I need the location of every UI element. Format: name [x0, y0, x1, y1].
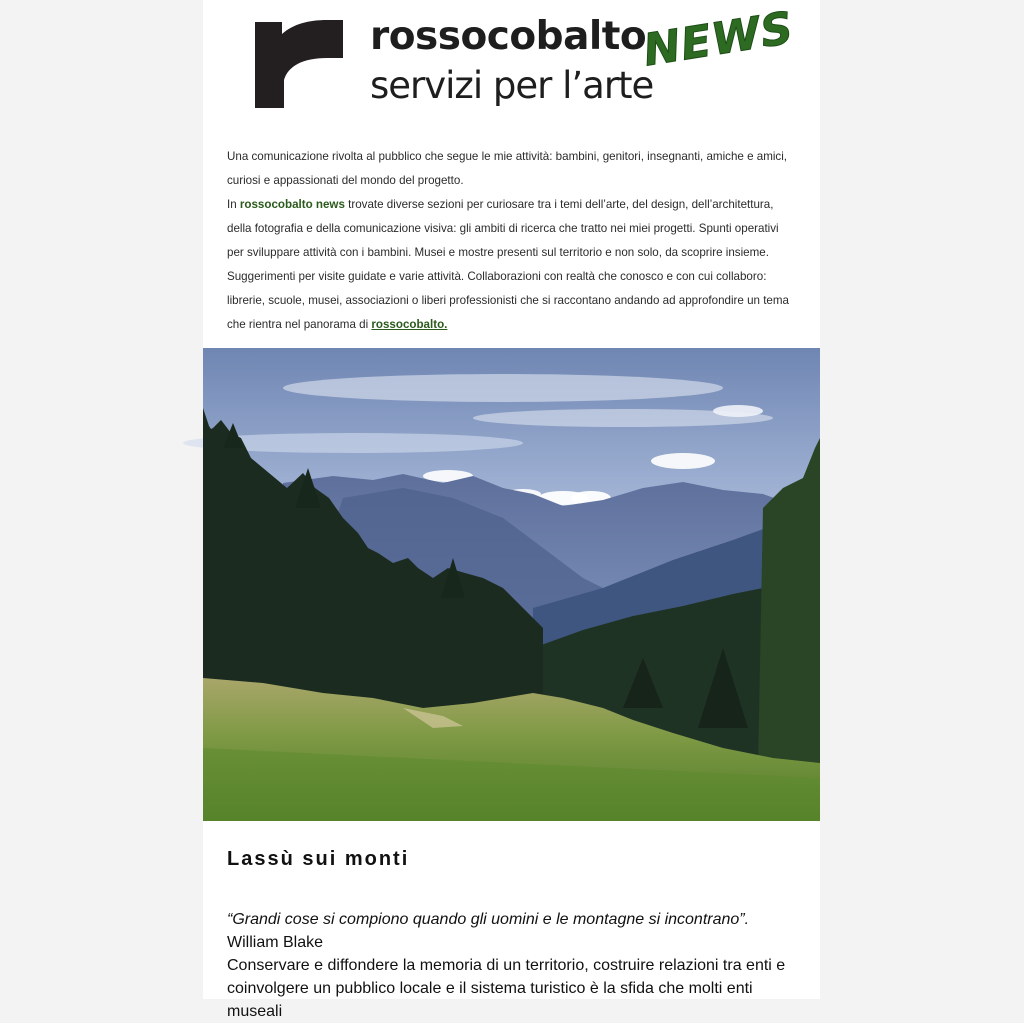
intro-prefix: In [227, 198, 240, 211]
rossocobalto-r-logo-icon [255, 20, 343, 108]
intro-text: trovate diverse sezioni per curiosare tra i temi dell’arte, del design, dell’architettura, della fotografia e della comunicazione visiva: gli ambiti di ricerca che tratto nei miei progetti. Spunti operativi per sviluppare attività con i bambini. Musei e mostre presenti sul territorio e non solo, da scoprire insieme. Suggerimenti per visite guidate e varie attività. Collaborazioni con realtà che conosco e con cui collaboro: librerie, scuole, musei, associazioni o liberi professionisti che si raccontano andando ad approfondire un tema che rientra nel panorama di [227, 198, 789, 331]
intro-paragraph-2 [227, 193, 797, 337]
article-quote: “Grandi cose si compiono quando gli uomini e le montagne si incontrano”. [227, 911, 750, 928]
article-title: Lassù sui monti [227, 848, 410, 870]
brand-tagline: servizi per l’arte [370, 64, 654, 107]
brand-name: rossocobalto [370, 14, 647, 59]
newsletter-container [203, 0, 820, 1020]
news-label: NEWS [639, 2, 798, 77]
rossocobalto-link[interactable]: rossocobalto. [371, 318, 448, 331]
mountain-landscape-photo [203, 348, 820, 821]
article-body [227, 908, 797, 1023]
intro-paragraph-1: Una comunicazione rivolta al pubblico che segue le mie attività: bambini, genitori, insegnanti, amiche e amici, curiosi e appassionati del mondo del progetto. [227, 150, 788, 187]
quote-author: William Blake [227, 934, 324, 951]
header-logo[interactable] [203, 0, 820, 130]
rossocobalto-news-highlight: rossocobalto news [239, 198, 345, 211]
intro-section [227, 145, 797, 337]
article-paragraph: Conservare e diffondere la memoria di un territorio, costruire relazioni tra enti e coinvolgere un pubblico locale e il sistema turistico è la sfida che molti enti museali [227, 957, 786, 1020]
